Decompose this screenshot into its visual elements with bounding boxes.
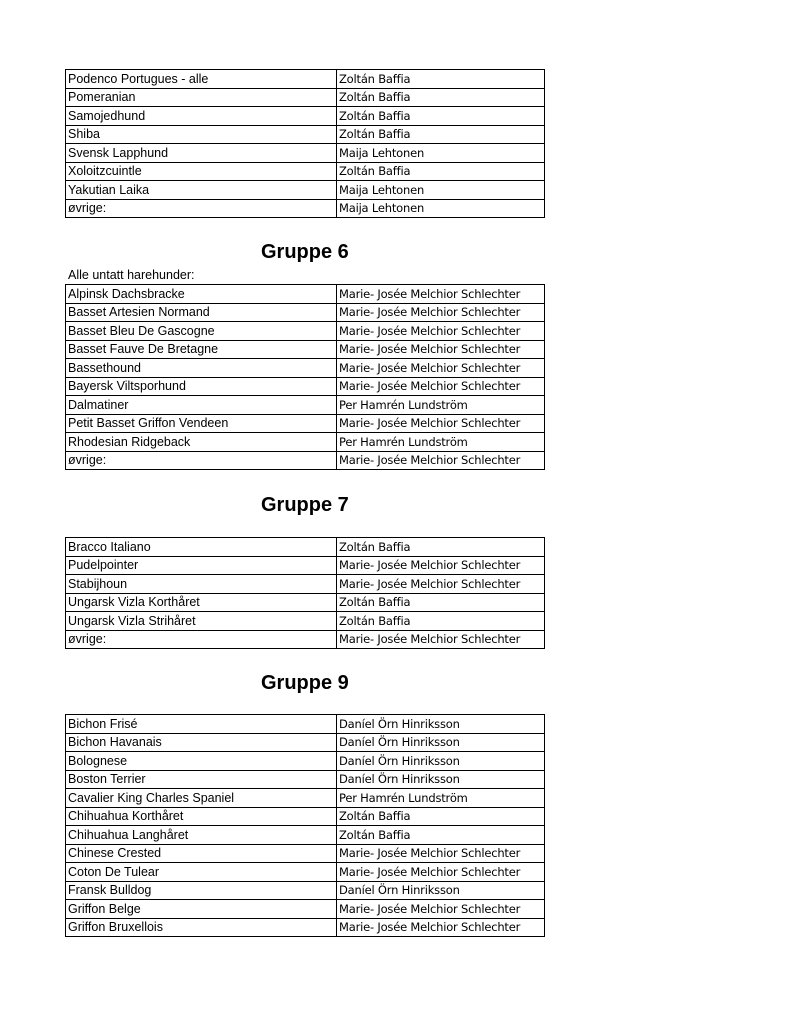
table-row	[66, 451, 545, 470]
breed-cell: Svensk Lapphund	[66, 144, 337, 163]
table-row	[66, 303, 545, 322]
table-row	[66, 144, 545, 163]
breed-cell: Chihuahua Korthåret	[66, 807, 337, 826]
judge-cell: Per Hamrén Lundström	[337, 433, 545, 452]
table-row	[66, 396, 545, 415]
judge-cell: Zoltán Baffia	[337, 612, 545, 631]
breed-cell: Alpinsk Dachsbracke	[66, 285, 337, 304]
judge-cell: Marie- Josée Melchior Schlechter	[337, 863, 545, 882]
table-row	[66, 826, 545, 845]
judge-table-gruppe-9	[65, 714, 545, 937]
breed-cell: Chihuahua Langhåret	[66, 826, 337, 845]
breed-cell: Basset Bleu De Gascogne	[66, 322, 337, 341]
judge-table-gruppe-7	[65, 537, 545, 649]
judge-cell: Daníel Örn Hinriksson	[337, 881, 545, 900]
breed-cell: Fransk Bulldog	[66, 881, 337, 900]
judge-cell: Per Hamrén Lundström	[337, 396, 545, 415]
table-row	[66, 918, 545, 937]
judge-cell: Zoltán Baffia	[337, 88, 545, 107]
judge-table-continued	[65, 69, 545, 218]
table-row	[66, 733, 545, 752]
judge-cell: Marie- Josée Melchior Schlechter	[337, 900, 545, 919]
judge-cell: Daníel Örn Hinriksson	[337, 715, 545, 734]
table-row	[66, 377, 545, 396]
table-row	[66, 414, 545, 433]
judge-cell: Marie- Josée Melchior Schlechter	[337, 285, 545, 304]
judge-cell: Maija Lehtonen	[337, 199, 545, 218]
breed-cell: Boston Terrier	[66, 770, 337, 789]
judge-cell: Zoltán Baffia	[337, 593, 545, 612]
judge-cell: Zoltán Baffia	[337, 807, 545, 826]
table-row	[66, 612, 545, 631]
table-row	[66, 770, 545, 789]
breed-cell: Griffon Bruxellois	[66, 918, 337, 937]
breed-cell: Ungarsk Vizla Strihåret	[66, 612, 337, 631]
breed-cell: Bayersk Viltsporhund	[66, 377, 337, 396]
breed-cell: Pudelpointer	[66, 556, 337, 575]
breed-cell: Basset Artesien Normand	[66, 303, 337, 322]
table-row	[66, 593, 545, 612]
judge-cell: Zoltán Baffia	[337, 826, 545, 845]
table-row	[66, 900, 545, 919]
table-row	[66, 538, 545, 557]
breed-cell: Bassethound	[66, 359, 337, 378]
table-row	[66, 181, 545, 200]
judge-cell: Marie- Josée Melchior Schlechter	[337, 322, 545, 341]
breed-cell: Petit Basset Griffon Vendeen	[66, 414, 337, 433]
judge-cell: Maija Lehtonen	[337, 181, 545, 200]
breed-cell: Yakutian Laika	[66, 181, 337, 200]
table-row	[66, 556, 545, 575]
breed-cell: øvrige:	[66, 451, 337, 470]
judge-table-gruppe-6	[65, 284, 545, 470]
judge-cell: Marie- Josée Melchior Schlechter	[337, 575, 545, 594]
table-row	[66, 125, 545, 144]
breed-cell: Ungarsk Vizla Korthåret	[66, 593, 337, 612]
breed-cell: Samojedhund	[66, 107, 337, 126]
breed-cell: Stabijhoun	[66, 575, 337, 594]
judge-cell: Zoltán Baffia	[337, 538, 545, 557]
table-row	[66, 433, 545, 452]
breed-cell: Griffon Belge	[66, 900, 337, 919]
judge-cell: Zoltán Baffia	[337, 162, 545, 181]
table-row	[66, 107, 545, 126]
table-row	[66, 752, 545, 771]
table-row	[66, 359, 545, 378]
judge-cell: Per Hamrén Lundström	[337, 789, 545, 808]
table-row	[66, 630, 545, 649]
breed-cell: Cavalier King Charles Spaniel	[66, 789, 337, 808]
table-row	[66, 575, 545, 594]
breed-cell: Xoloitzcuintle	[66, 162, 337, 181]
table-row	[66, 322, 545, 341]
table-row	[66, 199, 545, 218]
section-heading-gruppe-9: Gruppe 9	[261, 672, 349, 694]
table-row	[66, 844, 545, 863]
breed-cell: Chinese Crested	[66, 844, 337, 863]
table-row	[66, 162, 545, 181]
judge-cell: Marie- Josée Melchior Schlechter	[337, 377, 545, 396]
breed-cell: Bichon Havanais	[66, 733, 337, 752]
judge-cell: Marie- Josée Melchior Schlechter	[337, 630, 545, 649]
table-row	[66, 70, 545, 89]
judge-cell: Zoltán Baffia	[337, 125, 545, 144]
judge-cell: Marie- Josée Melchior Schlechter	[337, 340, 545, 359]
judge-cell: Daníel Örn Hinriksson	[337, 733, 545, 752]
breed-cell: Bichon Frisé	[66, 715, 337, 734]
breed-cell: Pomeranian	[66, 88, 337, 107]
breed-cell: Bolognese	[66, 752, 337, 771]
table-row	[66, 863, 545, 882]
breed-cell: øvrige:	[66, 199, 337, 218]
breed-cell: øvrige:	[66, 630, 337, 649]
breed-cell: Basset Fauve De Bretagne	[66, 340, 337, 359]
breed-cell: Bracco Italiano	[66, 538, 337, 557]
table-row	[66, 285, 545, 304]
table-row	[66, 807, 545, 826]
section-heading-gruppe-6: Gruppe 6	[261, 241, 349, 263]
judge-cell: Marie- Josée Melchior Schlechter	[337, 359, 545, 378]
judge-cell: Zoltán Baffia	[337, 70, 545, 89]
judge-cell: Maija Lehtonen	[337, 144, 545, 163]
judge-cell: Marie- Josée Melchior Schlechter	[337, 918, 545, 937]
table-row	[66, 715, 545, 734]
judge-cell: Daníel Örn Hinriksson	[337, 770, 545, 789]
judge-cell: Marie- Josée Melchior Schlechter	[337, 303, 545, 322]
section-note: Alle untatt harehunder:	[68, 268, 195, 282]
table-row	[66, 789, 545, 808]
table-row	[66, 340, 545, 359]
judge-cell: Zoltán Baffia	[337, 107, 545, 126]
judge-cell: Marie- Josée Melchior Schlechter	[337, 556, 545, 575]
judge-cell: Marie- Josée Melchior Schlechter	[337, 414, 545, 433]
breed-cell: Podenco Portugues - alle	[66, 70, 337, 89]
table-row	[66, 88, 545, 107]
breed-cell: Rhodesian Ridgeback	[66, 433, 337, 452]
judge-cell: Marie- Josée Melchior Schlechter	[337, 451, 545, 470]
breed-cell: Coton De Tulear	[66, 863, 337, 882]
judge-cell: Marie- Josée Melchior Schlechter	[337, 844, 545, 863]
breed-cell: Shiba	[66, 125, 337, 144]
judge-cell: Daníel Örn Hinriksson	[337, 752, 545, 771]
section-heading-gruppe-7: Gruppe 7	[261, 494, 349, 516]
breed-cell: Dalmatiner	[66, 396, 337, 415]
table-row	[66, 881, 545, 900]
